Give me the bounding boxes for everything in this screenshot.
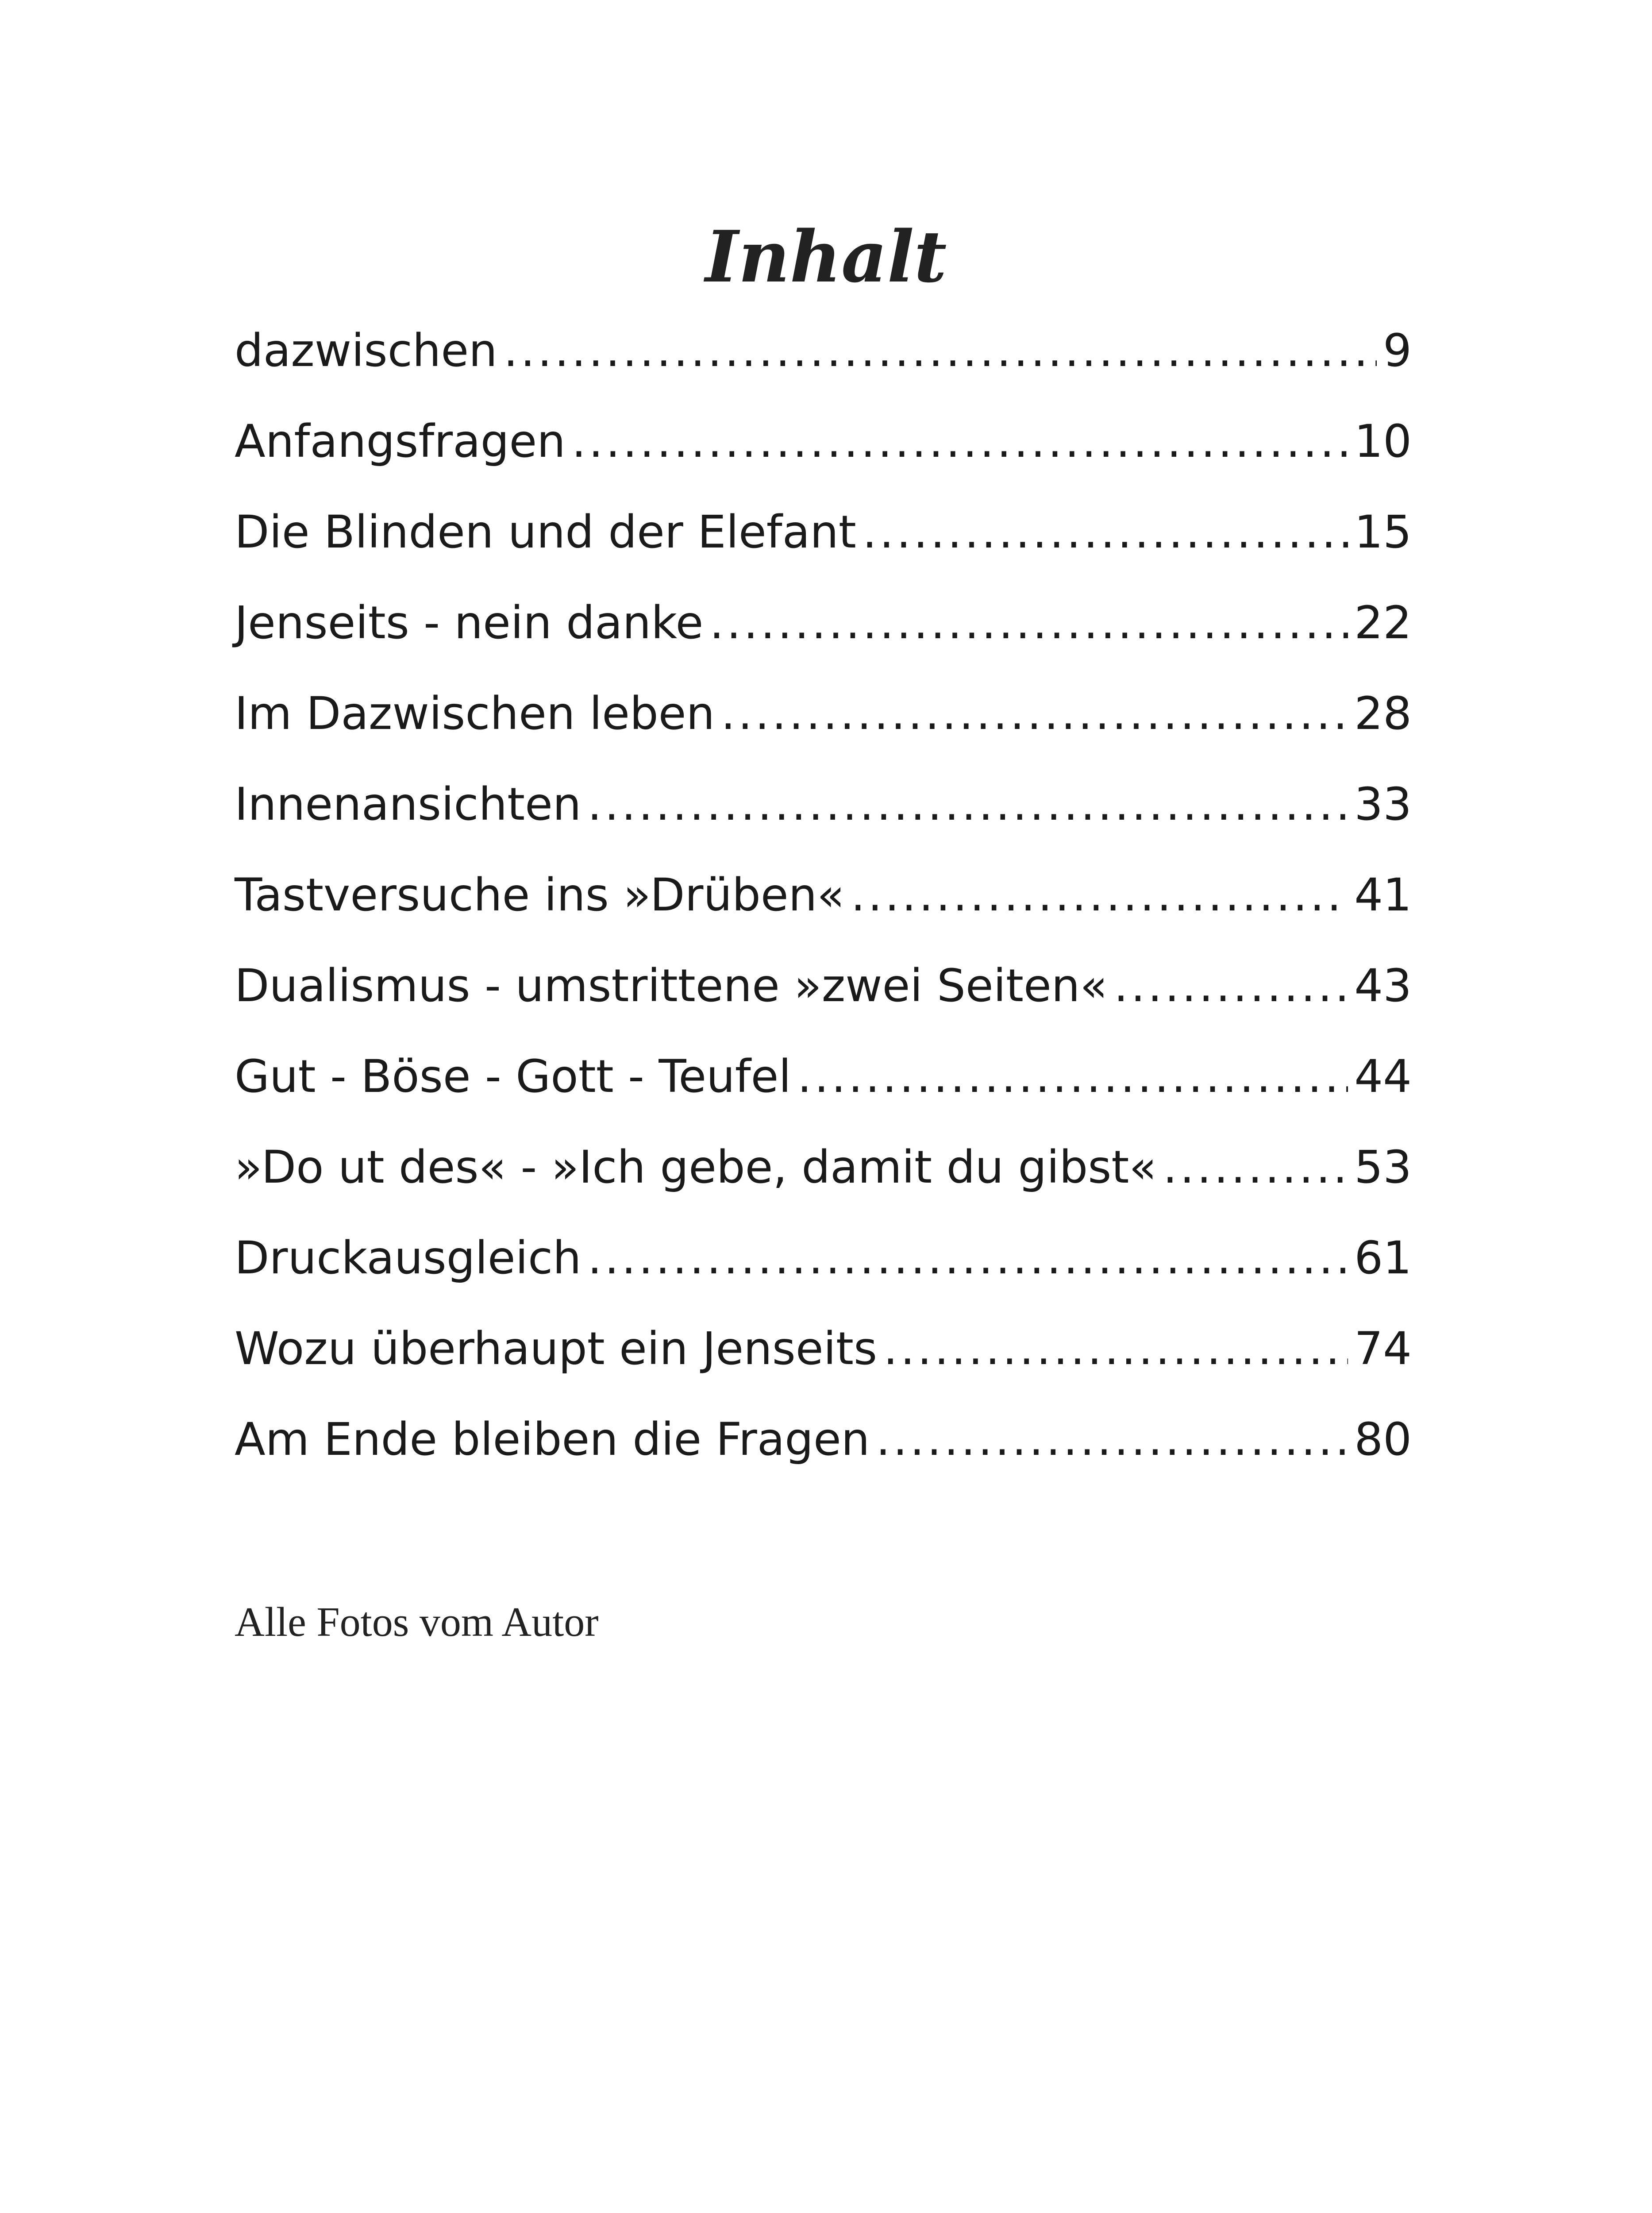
toc-entry-title: Gut - Böse - Gott - Teufel (235, 1050, 791, 1103)
toc-dot-leader (883, 1303, 1348, 1394)
toc-entry-page: 43 (1354, 960, 1412, 1012)
toc-dot-leader (588, 759, 1348, 850)
toc-entry-title: »Do ut des« - »Ich gebe, damit du gibst« (235, 1141, 1157, 1194)
toc-entry (235, 850, 1412, 941)
toc-entry (235, 396, 1412, 487)
toc-dot-leader (1163, 1122, 1348, 1213)
toc-entry-page: 15 (1354, 506, 1412, 559)
toc-entry-page: 53 (1354, 1141, 1412, 1194)
toc-dot-leader (797, 1031, 1348, 1122)
toc-entry-page: 28 (1354, 687, 1412, 740)
toc-entry (235, 1394, 1412, 1485)
toc-dot-leader (851, 850, 1348, 941)
toc-entry-page: 41 (1354, 869, 1412, 921)
toc-entry-title: Dualismus - umstrittene »zwei Seiten« (235, 960, 1108, 1012)
toc-dot-leader (876, 1394, 1348, 1485)
toc-entry-title: Wozu überhaupt ein Jenseits (235, 1322, 878, 1375)
toc-dot-leader (504, 305, 1377, 396)
toc-entry-page: 9 (1383, 324, 1412, 377)
toc-dot-leader (588, 1213, 1348, 1303)
toc-entry-page: 74 (1354, 1322, 1412, 1375)
toc-entry-page: 22 (1354, 597, 1412, 649)
toc-entry (235, 1031, 1412, 1122)
toc-entry (235, 1303, 1412, 1394)
toc-entry-title: Anfangsfragen (235, 415, 566, 468)
toc-entry-page: 33 (1354, 778, 1412, 831)
toc-dot-leader (572, 396, 1348, 487)
toc-entry (235, 759, 1412, 850)
toc-dot-leader (1114, 941, 1348, 1031)
toc-entry-title: Druckausgleich (235, 1232, 581, 1284)
toc-dot-leader (721, 668, 1348, 759)
photo-credit: Alle Fotos vom Autor (235, 1599, 599, 1645)
toc-entry-title: Tastversuche ins »Drüben« (235, 869, 845, 921)
toc-entry-page: 61 (1354, 1232, 1412, 1284)
toc-entry (235, 578, 1412, 668)
toc-entry (235, 668, 1412, 759)
toc-entry-page: 10 (1354, 415, 1412, 468)
toc-entry-title: Jenseits - nein danke (235, 597, 704, 649)
page-title: Inhalt (705, 215, 947, 298)
table-of-contents (235, 305, 1412, 1485)
toc-entry (235, 1213, 1412, 1303)
toc-entry (235, 305, 1412, 396)
toc-entry (235, 941, 1412, 1031)
toc-entry-title: Am Ende bleiben die Fragen (235, 1413, 870, 1466)
toc-entry-title: Im Dazwischen leben (235, 687, 715, 740)
toc-entry-title: Die Blinden und der Elefant (235, 506, 856, 559)
toc-entry-page: 44 (1354, 1050, 1412, 1103)
toc-entry (235, 487, 1412, 578)
toc-dot-leader (863, 487, 1348, 578)
toc-entry-page: 80 (1354, 1413, 1412, 1466)
toc-entry-title: dazwischen (235, 324, 497, 377)
toc-entry (235, 1122, 1412, 1213)
toc-entry-title: Innenansichten (235, 778, 581, 831)
toc-dot-leader (709, 578, 1348, 668)
